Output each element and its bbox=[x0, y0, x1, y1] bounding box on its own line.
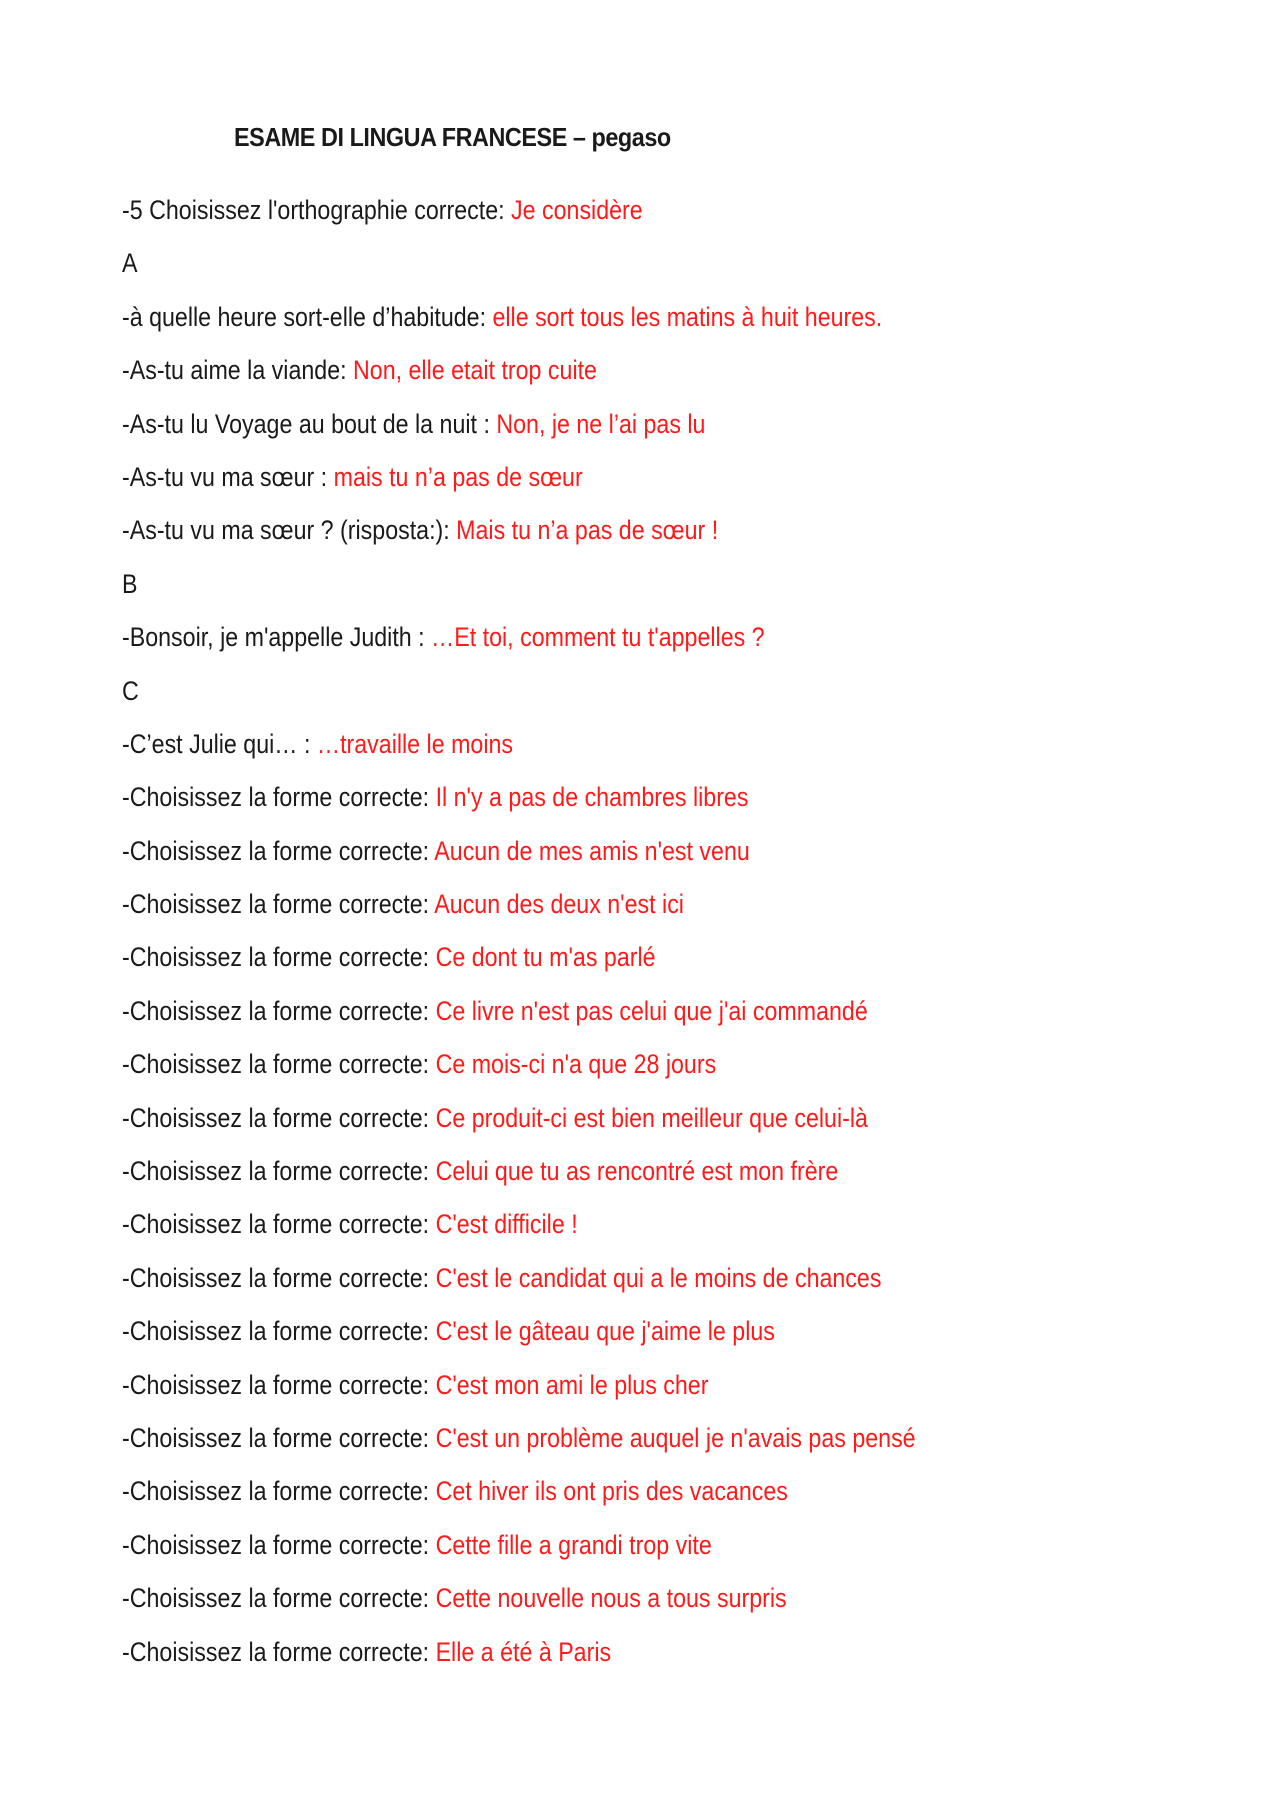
question-line bbox=[122, 1582, 1068, 1635]
question-text: -Choisissez la forme correcte: bbox=[122, 1262, 436, 1293]
question-line bbox=[122, 621, 1068, 674]
question-line bbox=[122, 835, 1068, 888]
answer-text: elle sort tous les matins à huit heures. bbox=[492, 301, 883, 332]
question-text: -Choisissez la forme correcte: bbox=[122, 835, 435, 866]
answer-text: Cette nouvelle nous a tous surpris bbox=[435, 1583, 787, 1614]
question-line bbox=[122, 941, 1068, 994]
answer-text: C'est mon ami le plus cher bbox=[435, 1369, 709, 1400]
question-text: -Choisissez la forme correcte: bbox=[122, 1156, 436, 1187]
answer-text: Celui que tu as rencontré est mon frère bbox=[435, 1156, 839, 1187]
question-line bbox=[122, 1529, 1068, 1582]
answer-text: C'est difficile ! bbox=[435, 1209, 578, 1240]
answer-text: Ce mois-ci n'a que 28 jours bbox=[435, 1049, 717, 1080]
question-text: -Choisissez la forme correcte: bbox=[122, 1529, 436, 1560]
answer-text: Ce produit-ci est bien meilleur que celui-là bbox=[435, 1102, 868, 1133]
question-text: -à quelle heure sort-elle d’habitude: bbox=[122, 301, 493, 332]
section-heading: C bbox=[122, 675, 139, 706]
answer-text: Cet hiver ils ont pris des vacances bbox=[435, 1476, 788, 1507]
question-line bbox=[122, 728, 1068, 781]
answer-text: Cette fille a grandi trop vite bbox=[435, 1529, 712, 1560]
answer-text: …Et toi, comment tu t'appelles ? bbox=[431, 622, 765, 653]
question-line bbox=[122, 1102, 1068, 1155]
question-line bbox=[122, 1369, 1068, 1422]
question-line bbox=[122, 1208, 1068, 1261]
answer-text: Aucun des deux n'est ici bbox=[434, 889, 684, 920]
question-text: -Bonsoir, je m'appelle Judith : bbox=[122, 622, 432, 653]
question-line bbox=[122, 1315, 1068, 1368]
answer-text: Mais tu n’a pas de sœur ! bbox=[456, 515, 719, 546]
question-text: -C’est Julie qui… : bbox=[122, 728, 317, 759]
question-line bbox=[122, 1262, 1068, 1315]
question-line bbox=[122, 1475, 1068, 1528]
answer-text: mais tu n’a pas de sœur bbox=[333, 461, 583, 492]
question-text: -As-tu aime la viande: bbox=[122, 355, 354, 386]
document-body bbox=[122, 194, 1222, 1689]
question-line bbox=[122, 301, 1068, 354]
question-text: -Choisissez la forme correcte: bbox=[122, 1476, 436, 1507]
question-text: -Choisissez la forme correcte: bbox=[122, 1369, 436, 1400]
question-text: -Choisissez la forme correcte: bbox=[122, 889, 435, 920]
question-line bbox=[122, 1155, 1068, 1208]
question-line bbox=[122, 781, 1068, 834]
answer-text: Je considère bbox=[511, 195, 643, 225]
answer-text: Ce livre n'est pas celui que j'ai commandé bbox=[435, 995, 868, 1026]
question-line bbox=[122, 514, 1068, 567]
answer-text: Il n'y a pas de chambres libres bbox=[435, 782, 749, 813]
question-line bbox=[122, 888, 1068, 941]
question-text: -Choisissez la forme correcte: bbox=[122, 1316, 436, 1347]
question-text: -Choisissez la forme correcte: bbox=[122, 1636, 436, 1667]
question-text: -Choisissez la forme correcte: bbox=[122, 1422, 436, 1453]
answer-text: …travaille le moins bbox=[316, 728, 514, 759]
question-line bbox=[122, 408, 1068, 461]
question-line bbox=[122, 995, 1068, 1048]
answer-text: Non, je ne l’ai pas lu bbox=[496, 408, 706, 439]
question-text: -Choisissez la forme correcte: bbox=[122, 1583, 436, 1614]
question-text: -Choisissez la forme correcte: bbox=[122, 942, 436, 973]
question-text: -5 Choisissez l'orthographie correcte: bbox=[122, 195, 512, 225]
question-line bbox=[122, 461, 1068, 514]
question-text: -Choisissez la forme correcte: bbox=[122, 1102, 436, 1133]
answer-text: C'est le gâteau que j'aime le plus bbox=[435, 1316, 775, 1347]
answer-text: Aucun de mes amis n'est venu bbox=[434, 835, 750, 866]
question-text: -Choisissez la forme correcte: bbox=[122, 995, 436, 1026]
question-text: -As-tu lu Voyage au bout de la nuit : bbox=[122, 408, 497, 439]
answer-text: C'est un problème auquel je n'avais pas pensé bbox=[435, 1422, 916, 1453]
question-text: -As-tu vu ma sœur : bbox=[122, 461, 334, 492]
question-text: -Choisissez la forme correcte: bbox=[122, 782, 436, 813]
question-text: -As-tu vu ma sœur ? (risposta:): bbox=[122, 515, 457, 546]
section-heading: A bbox=[122, 248, 138, 279]
answer-text: Non, elle etait trop cuite bbox=[353, 355, 597, 386]
question-line bbox=[122, 1636, 1068, 1689]
question-text: -Choisissez la forme correcte: bbox=[122, 1209, 436, 1240]
question-line bbox=[122, 194, 1068, 247]
question-line bbox=[122, 1048, 1068, 1101]
question-line bbox=[122, 354, 1068, 407]
answer-text: C'est le candidat qui a le moins de chances bbox=[435, 1262, 882, 1293]
question-text: -Choisissez la forme correcte: bbox=[122, 1049, 436, 1080]
section-heading: B bbox=[122, 568, 138, 599]
question-line bbox=[122, 1422, 1068, 1475]
document-title: ESAME DI LINGUA FRANCESE – pegaso bbox=[234, 122, 671, 152]
answer-text: Elle a été à Paris bbox=[435, 1636, 612, 1667]
answer-text: Ce dont tu m'as parlé bbox=[435, 942, 656, 973]
